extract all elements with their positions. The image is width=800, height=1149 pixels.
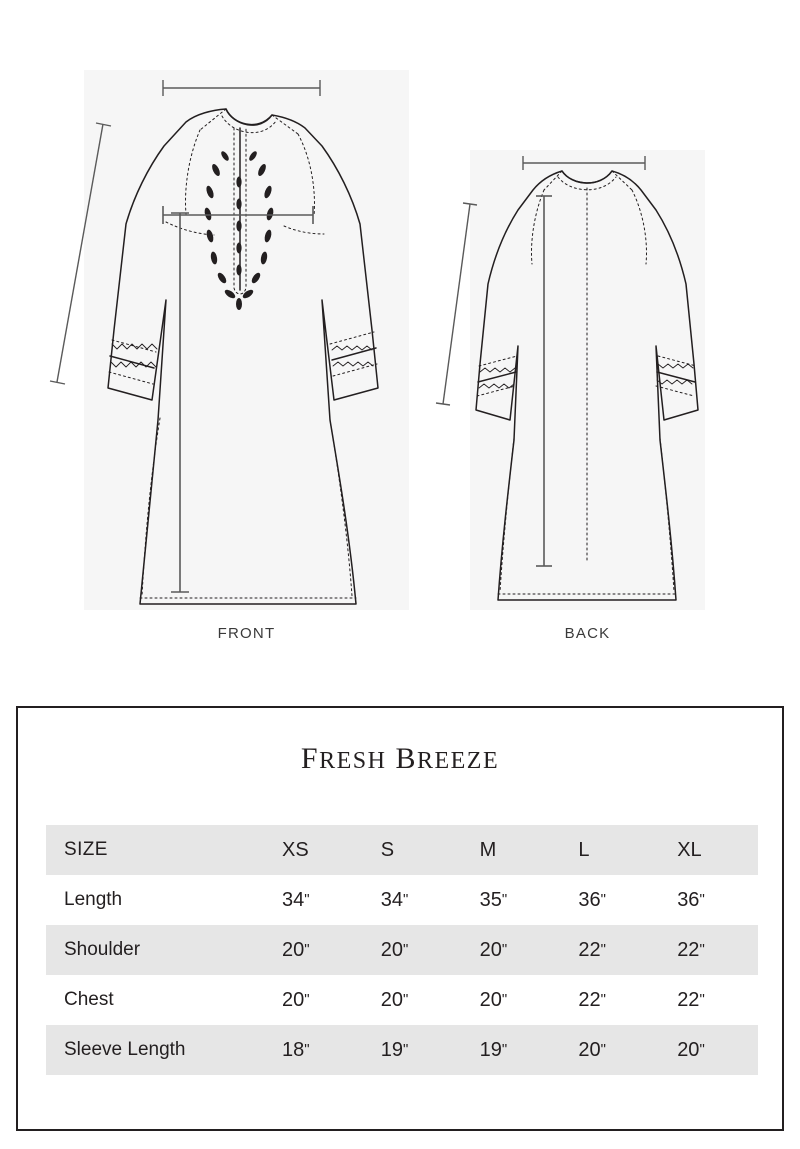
header-size-s: S bbox=[363, 825, 462, 875]
back-measure-total-length bbox=[536, 196, 552, 566]
header-size-xs: XS bbox=[264, 825, 363, 875]
cell-shoulder-s: 20" bbox=[363, 925, 462, 975]
header-size-m: M bbox=[462, 825, 561, 875]
row-label-shoulder: Shoulder bbox=[46, 925, 264, 975]
cell-sleeve-s: 19" bbox=[363, 1025, 462, 1075]
cell-shoulder-l: 22" bbox=[560, 925, 659, 975]
table-header-row bbox=[46, 825, 758, 875]
front-embroidery-motif bbox=[203, 150, 274, 310]
front-measure-sleeve-length bbox=[50, 123, 111, 384]
chart-title bbox=[18, 742, 782, 776]
cell-shoulder-xl: 22" bbox=[659, 925, 758, 975]
front-measure-total-length bbox=[171, 213, 189, 592]
chart-title-text: FRESH BREEZE bbox=[300, 742, 500, 775]
front-measure-shoulder-width bbox=[163, 80, 320, 96]
back-view-label: BACK bbox=[564, 625, 611, 642]
header-size-xl: XL bbox=[659, 825, 758, 875]
cell-chest-l: 22" bbox=[578, 988, 606, 1011]
table-row bbox=[46, 1025, 758, 1075]
cell-length-m: 35" bbox=[479, 888, 508, 911]
cell-sleeve-m: 19" bbox=[462, 1025, 561, 1075]
cell-length-s: 34" bbox=[380, 888, 409, 911]
cell-shoulder-m: 20" bbox=[462, 925, 561, 975]
cell-chest-xl: 22" bbox=[677, 988, 705, 1011]
size-chart-frame bbox=[16, 706, 784, 1131]
row-label-sleeve-length: Sleeve Length bbox=[46, 1025, 264, 1075]
row-label-length: Length bbox=[64, 889, 123, 910]
size-chart-table bbox=[46, 825, 758, 1075]
cell-chest-xs: 20" bbox=[282, 988, 310, 1011]
table-row bbox=[46, 875, 758, 925]
cell-length-xl: 36" bbox=[677, 888, 705, 911]
header-size-l: L bbox=[560, 825, 659, 875]
front-view-label: FRONT bbox=[217, 625, 276, 642]
back-measure-shoulder-width bbox=[523, 156, 645, 170]
front-garment-drawing bbox=[108, 109, 378, 604]
cell-chest-m: 20" bbox=[479, 988, 508, 1011]
cell-sleeve-xl: 20" bbox=[659, 1025, 758, 1075]
table-row bbox=[46, 925, 758, 975]
table-row bbox=[46, 975, 758, 1025]
cell-shoulder-xs: 20" bbox=[264, 925, 363, 975]
back-garment-drawing bbox=[476, 171, 698, 600]
row-label-chest: Chest bbox=[64, 989, 114, 1010]
cell-sleeve-xs: 18" bbox=[264, 1025, 363, 1075]
cell-length-xs: 34" bbox=[282, 888, 310, 911]
cell-length-l: 36" bbox=[578, 888, 606, 911]
cell-sleeve-l: 20" bbox=[560, 1025, 659, 1075]
cell-chest-s: 20" bbox=[380, 988, 409, 1011]
back-measure-sleeve-length bbox=[436, 203, 477, 405]
header-size: SIZE bbox=[46, 825, 264, 875]
